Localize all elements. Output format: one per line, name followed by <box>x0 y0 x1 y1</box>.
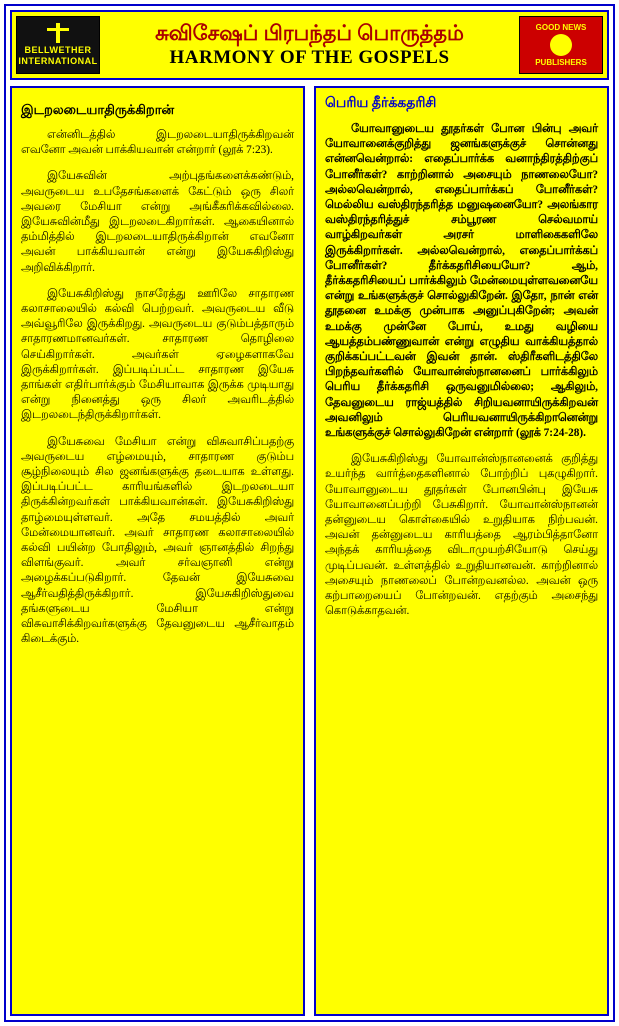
right-column <box>314 86 609 1016</box>
logo-left-line1: BELLWETHER <box>24 45 92 55</box>
right-paragraph-2: இயேசுகிறிஸ்து யோவான்ஸ்நானனைக் குறித்து உயர்ந்த வார்த்தைகளினால் போற்றிப் புகழுகிறார். யோவானுடைய தூதர்கள் போனபின்பு இயேசு யோவானைப்பற்றி பேசுகிறார். யோவான்ஸ்நானன் தன்னுடைய கொள்கையில் உறுதியாக நிற்பவன். அவன் தன்னுடைய காரியத்தை ஆரம்பித்தானோ அந்தக் காரியத்தை விடாமுயற்சியோடு செய்து முடிப்பவன். உள்ளத்தில் உறுதியானவன். காற்றினால் அசையும் நாணலைப் போன்றவனல்ல. அவன் ஒரு கற்பாறையைப் போன்றவன். எதற்கும் அசைந்து கொடுக்காதவன். <box>325 453 598 618</box>
left-paragraph-4: இயேசுவை மேசியா என்று விசுவாசிப்பதற்கு அவருடைய எழ்மையும், சாதாரண குடும்ப சூழ்நிலையும் சில ஜனங்களுக்கு தடையாக உள்ளது. இப்படிப்பட்ட காரியங்களில் இடறலடையா திருக்கின்றவர்கள் பாக்கியவான்கள். இயேசுகிறிஸ்து தாழ்மையுள்ளவர். அதே சமயத்தில் அவர் மேன்மையானவர். அவர் சாதாரண கலாசாலையில் கல்வி பயின்ற போதிலும், அவர் ஞானத்தில் சிறந்து விளங்குவர். அவர் சர்வஞானி என்று அழைக்கப்படுகிறார். தேவன் இயேசுவை ஆசீர்வதித்திருக்கிறார். இயேசுகிறிஸ்துவை தங்களுடைய மேசியா என்று விசுவாசிக்கிறவர்களுக்கு தேவனுடைய ஆசீர்வாதம் கிடைக்கும். <box>21 435 294 646</box>
header-titles <box>104 12 515 78</box>
left-paragraph-2: இயேசுவின் அற்புதங்களைக்கண்டும், அவருடைய உபதேசங்களைக் கேட்டும் ஒரு சிலர் அவரை மேசியா என்று அங்கீகரிக்கவில்லை. இயேசுவின்மீது இடறலடைகிறார்கள். ஆகையினால் தம்மித்தில் இடறலடையாதிருக்கிறான் எவனோ அவன் பாக்கியவான் என்று இயேசுகிறிஸ்து அறிவிக்கிறார். <box>21 170 294 274</box>
page-title-tamil: சுவிசேஷப் பிரபந்தப் பொருத்தம் <box>155 21 464 45</box>
globe-icon <box>550 34 572 56</box>
right-paragraph-1: யோவானுடைய தூதர்கள் போன பின்பு அவர் யோவானைக்குறித்து ஜனங்களுக்குச் சொன்னது என்னவென்றால்: எதைப்பார்க்க வனாந்திரத்திற்குப் போனீர்கள்? காற்றினால் அசையும் நாணலையோ? அல்லவென்றால், எதைப்பார்க்கப் போனீர்கள்? மெல்லிய வஸ்திரந்தரித்த மனுஷனையோ? அலங்கார வஸ்திரந்தரித்துச் சம்பூரண செல்வமாய் வாழ்கிறவர்கள் அரசர் மாளிகைகளிலே இருக்கிறார்கள். அல்லவென்றால், எதைப்பார்க்கப் போனீர்கள்? தீர்க்கதரிசியையோ? ஆம், தீர்க்கதரிசியைப் பார்க்கிலும் மேன்மையுள்ளவனையே என்று உங்களுக்குச் சொல்லுகிறேன். இதோ, நான் என் தூதனை உமக்கு முன்பாக அனுப்புகிறேன்; அவன் உமக்கு முன்னே போய், உமது வழியை ஆயத்தம்பண்ணுவான் என்று எழுதிய வாக்கியத்தால் குறிக்கப்பட்டவன் இவன் தான். ஸ்திரீகளிடத்திலே பிறந்தவர்களில் யோவான்ஸ்நானனைப் பார்க்கிலும் பெரிய தீர்க்கதரிசி ஒருவனுமில்லை; ஆகிலும், தேவனுடைய ராஜ்யத்தில் சிறியவனாயிருக்கிறவன் அவனிலும் பெரியவனாயிருக்கிறானென்று உங்களுக்குச் சொல்லுகிறேன் என்றார் (லூக் 7:24-28). <box>325 123 598 440</box>
page-title-english: HARMONY OF THE GOSPELS <box>169 47 450 68</box>
logo-right-line1: GOOD NEWS <box>535 23 587 32</box>
left-paragraph-1: என்னிடத்தில் இடறலடையாதிருக்கிறவன் எவனோ அவன் பாக்கியவான் என்றார் (லூக் 7:23). <box>21 129 294 157</box>
good-news-publishers-logo <box>519 16 603 74</box>
bellwether-international-logo <box>16 16 100 74</box>
article-columns <box>10 86 609 1016</box>
left-column <box>10 86 305 1016</box>
logo-right-line2: PUBLISHERS <box>535 58 587 67</box>
logo-left-line2: INTERNATIONAL <box>18 56 98 66</box>
right-column-heading: பெரிய தீர்க்கதரிசி <box>325 96 437 111</box>
page-header <box>10 10 609 80</box>
left-column-heading: இடறலடையாதிருக்கிறான் <box>21 102 175 117</box>
lamp-emblem-icon <box>45 23 71 43</box>
left-paragraph-3: இயேசுகிறிஸ்து நாசரேத்து ஊரிலே சாதாரண கலாசாலையில் கல்வி பெற்றவர். அவருடைய வீடு அவ்வூரிலே இருக்கிறது. அவருடைய குடும்பத்தாரும் சாதாரணமானவர்கள். சாதாரண தொழிலை செய்கிறார்கள். அவர்கள் ஏழைகளாகவே இருக்கிறார்கள். இப்படிப்பட்ட சாதாரண இயேசு தாங்கள் எதிர்பார்க்கும் மேசியாவாக இருக்க முடியாது என்று நினைத்து ஒரு சிலர் அவரிடத்தில் இடறலடைந்திருக்கிறார்கள். <box>21 287 294 422</box>
